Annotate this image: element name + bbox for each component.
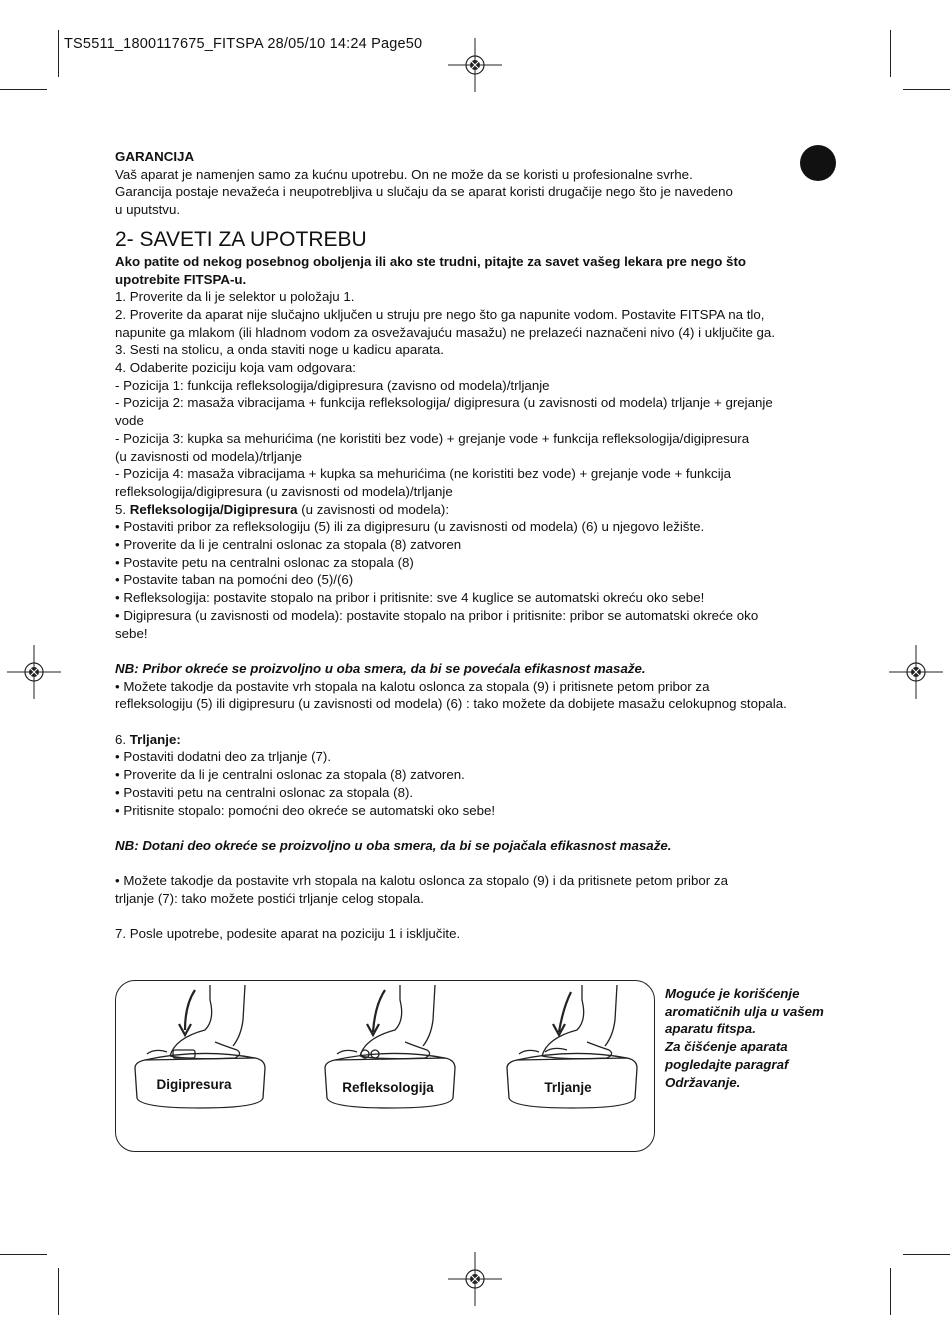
warning-line: Ako patite od nekog posebnog oboljenja ili ako ste trudni, pitajte za savet vašeg lekara pre nego što <box>115 253 747 269</box>
nb-note: NB: Dotani deo okreće se proizvoljno u oba smera, da bi se pojačala efikasnost masaže. <box>115 837 672 853</box>
registration-mark-icon <box>889 645 943 699</box>
bullet-line: • Proverite da li je centralni oslonac za stopala (8) zatvoren. <box>115 767 465 783</box>
bullet-line: • Postavite taban na pomoćni deo (5)/(6) <box>115 572 354 588</box>
step-line: - Pozicija 1: funkcija refleksologija/digipresura (zavisno od modela)/trljanje <box>115 377 550 393</box>
figure-label-refleksologija: Refleksologija <box>342 1080 434 1095</box>
bullet-line: • Postavite petu na centralni oslonac za stopala (8) <box>115 554 414 570</box>
step-line: vode <box>115 413 144 429</box>
step-line: 1. Proverite da li je selektor u položaju 1. <box>115 289 355 305</box>
step-line: - Pozicija 4: masaža vibracijama + kupka sa mehurićima (ne koristiti bez vode) + grejanje vode + funkcija <box>115 466 732 482</box>
bullet-line: • Pritisnite stopalo: pomoćni deo okreće se automatski oko sebe! <box>115 802 496 818</box>
step6-title: Trljanje: <box>129 731 181 747</box>
garancija-title: GARANCIJA <box>115 149 195 164</box>
side-note <box>665 985 845 1091</box>
crop-mark <box>890 1268 891 1315</box>
side-note-line: Održavanje. <box>665 1074 741 1090</box>
crop-mark <box>0 89 47 90</box>
bullet-line: • Postaviti dodatni deo za trljanje (7). <box>115 749 332 765</box>
crop-mark <box>903 1254 950 1255</box>
garancija-line: Garancija postaje nevažeća i neupotrebljiva u slučaju da se aparat koristi drugačije nego što je navedeno <box>115 184 733 200</box>
bullet-line: • Postaviti pribor za refleksologiju (5) ili za digipresuru (u zavisnosti od modela) (6) u njegovo ležište. <box>115 519 705 535</box>
side-note-line: aparatu fitspa. <box>665 1021 756 1037</box>
garancija-line: Vaš aparat je namenjen samo za kućnu upotrebu. On ne može da se koristi u profesionalne svrhe. <box>115 166 693 182</box>
crop-mark <box>58 30 59 77</box>
registration-mark-icon <box>448 1252 502 1306</box>
step-line: - Pozicija 3: kupka sa mehurićima (ne koristiti bez vode) + grejanje vode + funkcija refleksologija/digipresura <box>115 430 750 446</box>
crop-mark <box>0 1254 47 1255</box>
print-slug: TS5511_1800117675_FITSPA 28/05/10 14:24 Page50 <box>64 36 423 52</box>
crop-mark <box>58 1268 59 1315</box>
step-line: - Pozicija 2: masaža vibracijama + funkcija refleksologija/ digipresura (u zavisnosti od modela) trljanje + grejanje <box>115 395 773 411</box>
main-content <box>115 148 835 943</box>
bullet-line: • Možete takodje da postavite vrh stopala na kalotu oslonca za stopalo (9) i da pritisnete petom pribor za <box>115 873 728 889</box>
bullet-line: sebe! <box>115 625 148 641</box>
nb-note: NB: Pribor okreće se proizvoljno u oba smera, da bi se povećala efikasnost masaže. <box>115 660 646 676</box>
side-note-line: aromatičnih ulja u vašem <box>665 1003 824 1019</box>
crop-mark <box>903 89 950 90</box>
section-heading: 2- SAVETI ZA UPOTREBU <box>115 227 367 251</box>
step-line: 4. Odaberite poziciju koja vam odgovara: <box>115 360 356 376</box>
step6-heading <box>115 731 835 749</box>
foot-spa-illustration <box>115 980 655 1152</box>
crop-mark <box>890 30 891 77</box>
registration-mark-icon <box>7 645 61 699</box>
figure-label-trljanje: Trljanje <box>544 1080 592 1095</box>
side-note-line: pogledajte paragraf <box>665 1056 789 1072</box>
side-note-line: Moguće je korišćenje <box>665 986 800 1001</box>
bullet-line: • Postaviti petu na centralni oslonac za stopala (8). <box>115 784 414 800</box>
bullet-line: trljanje (7): tako možete postići trljanje celog stopala. <box>115 891 424 907</box>
warning-line: upotrebite FITSPA-u. <box>115 271 247 287</box>
bullet-line: • Refleksologija: postavite stopalo na pribor i pritisnite: sve 4 kuglice se automatski okreću oko sebe! <box>115 590 705 606</box>
step5-suffix: (u zavisnosti od modela): <box>297 501 450 517</box>
figure-label-digipresura: Digipresura <box>156 1077 232 1092</box>
registration-mark-icon <box>448 38 502 92</box>
garancija-line: u uputstvu. <box>115 202 181 218</box>
step5-title: Refleksologija/Digipresura <box>129 501 298 517</box>
step-line: napunite ga mlakom (ili hladnom vodom za osvežavajuću masažu) ne prelazeći naznačeni nivo (4) i uključite ga. <box>115 324 776 340</box>
step-line: refleksologija/digipresura (u zavisnosti od modela)/trljanje <box>115 483 453 499</box>
step7-line: 7. Posle upotrebe, podesite aparat na poziciju 1 i isključite. <box>115 926 461 942</box>
bullet-line: refleksologiju (5) ili digipresuru (u zavisnosti od modela) (6) : tako možete da dobijete masažu celokupnog stopala. <box>115 696 787 712</box>
step5-heading <box>115 501 835 519</box>
step-line: 3. Sesti na stolicu, a onda staviti noge u kadicu aparata. <box>115 342 444 358</box>
bullet-line: • Proverite da li je centralni oslonac za stopala (8) zatvoren <box>115 537 462 553</box>
step-line: (u zavisnosti od modela)/trljanje <box>115 448 302 464</box>
step-line: 2. Proverite da aparat nije slučajno uključen u struju pre nego što ga napunite vodom. Postavite FITSPA na tlo, <box>115 306 765 322</box>
bullet-line: • Možete takodje da postavite vrh stopala na kalotu oslonca za stopala (9) i pritisnete petom pribor za <box>115 678 710 694</box>
bullet-line: • Digipresura (u zavisnosti od modela): postavite stopalo na pribor i pritisnite: pribor se automatski okreće oko <box>115 607 759 623</box>
side-note-line: Za čišćenje aparata <box>665 1039 788 1055</box>
step5-number: 5. <box>115 501 130 517</box>
step6-number: 6. <box>115 731 130 747</box>
